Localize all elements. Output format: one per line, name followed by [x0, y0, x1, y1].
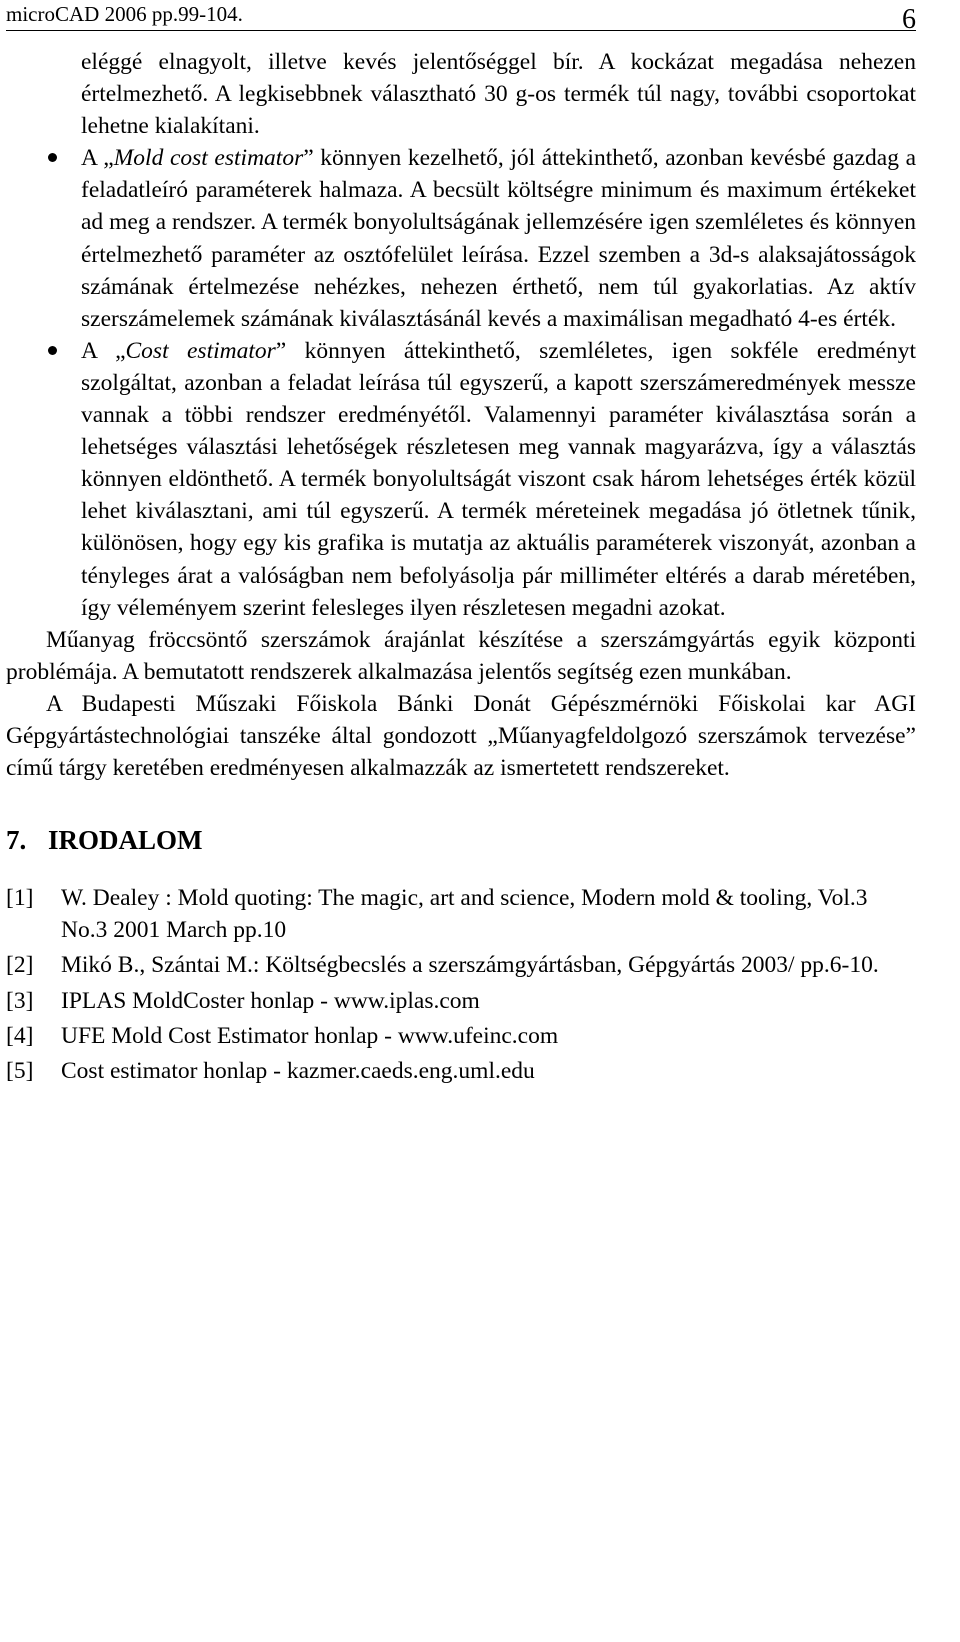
reference-list: [6, 882, 916, 1087]
bullet2-text: ” könnyen áttekinthető, szemléletes, igen sokféle eredményt szolgáltat, azonban a feladat leírása túl egyszerű, a kapott szerszámeredmények messze vannak a többi rendszer eredményétől. Valamennyi paraméter kiválasztása során a lehetséges választási lehetőségek részletesen meg vannak magyarázva, így a választás könnyen eldönthető. A termék bonyolultságát viszont csak három lehetséges érték közül lehet kiválasztani, ami túl egyszerű. A termék méreteinek megadása jó ötletnek tűnik, különösen, hogy egy kis grafika is mutatja az aktuális paraméterek viszonyát, azonban a tényleges árat a valóságban nem befolyásolja pár milliméter eltérés a darab méretében, így véleményem szerint felesleges ilyen részletesen megadni azokat.: [81, 337, 916, 621]
reference-item: [6, 1020, 916, 1052]
reference-text: IPLAS MoldCoster honlap - www.iplas.com: [61, 987, 480, 1014]
bullet2-prefix: A „: [81, 337, 126, 364]
bullet1-prefix: A „: [81, 145, 114, 172]
page-header: [6, 0, 916, 35]
running-header: microCAD 2006 pp.99-104.: [6, 2, 243, 26]
page-number: 6: [902, 4, 916, 35]
bullet-dot-icon: [48, 153, 57, 162]
reference-text: Mikó B., Szántai M.: Költségbecslés a szerszámgyártásban, Gépgyártás 2003/ pp.6-10.: [61, 952, 879, 979]
section-number: 7.: [6, 825, 27, 856]
bullet1-text: ” könnyen kezelhető, jól áttekinthető, azonban kevésbé gazdag a feladatleíró paraméterek halmaza. A becsült költségre minimum és maximum értékeket ad meg a rendszer. A termék bonyolultságának jellemzésére igen szemléletes és könnyen értelmezhető paraméter az osztófelület leírása. Ezzel szemben a 3d-s alaksajátosságok számának értelmezése nehézkes, nehezen érthető, nem túl gyakorlatias. Az aktív szerszámelemek számának kiválasztásánál kevés a maximálisan megadható 4-es érték.: [81, 145, 916, 332]
reference-label: [1]: [6, 885, 34, 912]
reference-item: [6, 949, 916, 981]
reference-label: [2]: [6, 952, 34, 979]
reference-label: [4]: [6, 1022, 34, 1049]
bullet-dot-icon: [48, 346, 57, 355]
page-body: [6, 46, 916, 1090]
paragraph-usage: A Budapesti Műszaki Főiskola Bánki Donát Gépészmérnöki Főiskolai kar AGI Gépgyártástechnológiai tanszéke által gondozott „Műanyagfeldolgozó szerszámok tervezése” című tárgy keretében eredményesen alkalmazzák az ismertetett rendszereket.: [6, 690, 916, 782]
paragraph-summary: Műanyag fröccsöntő szerszámok árajánlat készítése a szerszámgyártás egyik központi problémája. A bemutatott rendszerek alkalmazása jelentős segítség ezen munkában.: [6, 626, 916, 685]
reference-item: [6, 882, 916, 946]
reference-item: [6, 985, 916, 1017]
bullet2-emphasis: Cost estimator: [125, 337, 276, 364]
bullet1-emphasis: Mold cost estimator: [113, 145, 304, 172]
reference-item: [6, 1055, 916, 1087]
reference-text: W. Dealey : Mold quoting: The magic, art and science, Modern mold & tooling, Vol.3 No.3 2001 March pp.10: [61, 885, 868, 944]
reference-text: Cost estimator honlap - kazmer.caeds.eng.uml.edu: [61, 1057, 535, 1084]
reference-label: [5]: [6, 1057, 34, 1084]
reference-label: [3]: [6, 987, 34, 1014]
bullet-cost-estimator: [6, 335, 916, 624]
bullet-mold-cost-estimator: [6, 142, 916, 335]
section-heading: [6, 824, 916, 856]
reference-text: UFE Mold Cost Estimator honlap - www.ufeinc.com: [61, 1022, 559, 1049]
section-title: IRODALOM: [48, 825, 203, 856]
bullet-continuation: eléggé elnagyolt, illetve kevés jelentőséggel bír. A kockázat megadása nehezen értelmezhető. A legkisebbnek választható 30 g-os termék túl nagy, további csoportokat lehetne kialakítani.: [81, 49, 916, 140]
